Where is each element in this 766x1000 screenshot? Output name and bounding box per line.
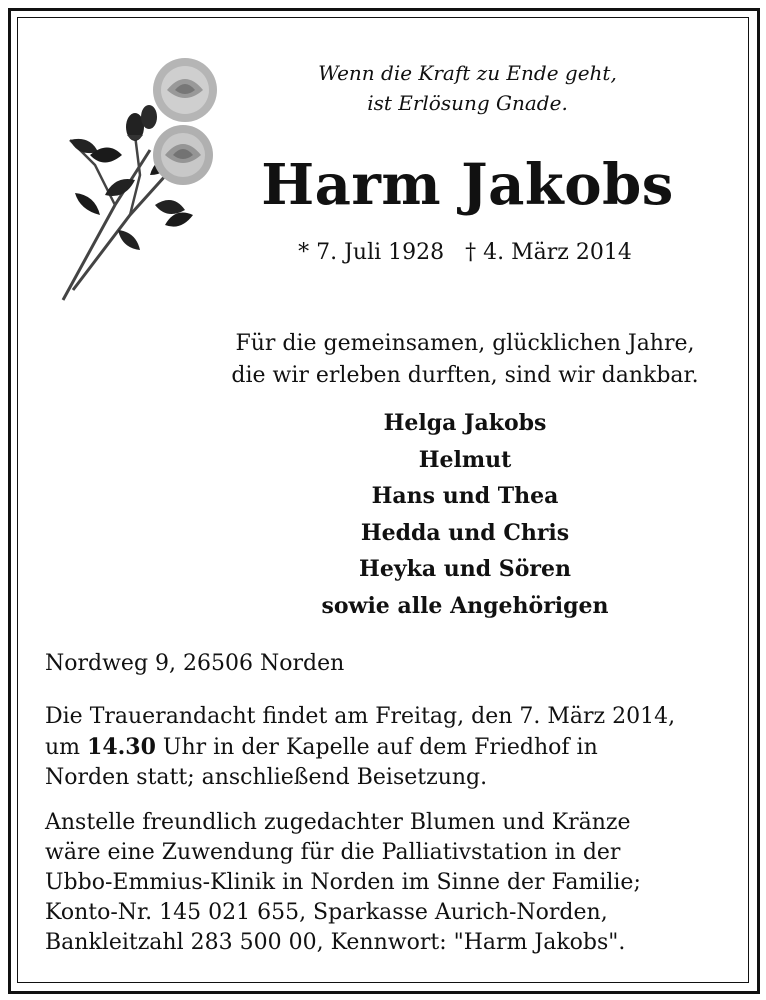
family-member: Helga Jakobs xyxy=(383,410,547,436)
family-member: Hans und Thea xyxy=(371,483,559,509)
service-line xyxy=(45,732,745,763)
deceased-name: Harm Jakobs xyxy=(261,152,674,218)
family-member: Hedda und Chris xyxy=(360,519,570,546)
thanks-line: Für die gemeinsamen, glücklichen Jahre, xyxy=(235,331,695,356)
death-date: † 4. März 2014 xyxy=(465,240,632,265)
family-member: sowie alle Angehörigen xyxy=(321,592,609,619)
life-dates xyxy=(250,236,680,270)
service-line: Die Trauerandacht findet am Freitag, den 7. März 2014, xyxy=(45,704,676,729)
service-suffix: Uhr in der Kapelle auf dem Friedhof in xyxy=(155,735,598,760)
family-list xyxy=(250,405,680,624)
donation-line: wäre eine Zuwendung für die Palliativstation in der xyxy=(45,840,621,865)
service-time: 14.30 xyxy=(87,734,156,760)
motto-line: Wenn die Kraft zu Ende geht, xyxy=(318,61,617,85)
service-prefix: um xyxy=(45,735,88,760)
family-member: Heyka und Sören xyxy=(359,556,571,582)
donation-line: Anstelle freundlich zugedachter Blumen und Kränze xyxy=(45,810,631,835)
donation-line: Konto-Nr. 145 021 655, Sparkasse Aurich-Norden, xyxy=(45,900,608,925)
roses-icon xyxy=(55,55,245,305)
donation-info xyxy=(45,808,745,958)
thanks-text xyxy=(190,328,740,392)
donation-line: Ubbo-Emmius-Klinik in Norden im Sinne der Familie; xyxy=(45,870,641,895)
family-member: Helmut xyxy=(418,446,512,473)
service-info xyxy=(45,702,745,793)
donation-line: Bankleitzahl 283 500 00, Kennwort: "Harm Jakobs". xyxy=(45,930,626,955)
motto xyxy=(270,58,665,118)
motto-line: ist Erlösung Gnade. xyxy=(367,91,568,115)
service-line: Norden statt; anschließend Beisetzung. xyxy=(45,765,488,790)
thanks-line: die wir erleben durften, sind wir dankbar. xyxy=(231,363,699,388)
address: Nordweg 9, 26506 Norden xyxy=(45,651,345,676)
birth-date: * 7. Juli 1928 xyxy=(298,240,445,265)
